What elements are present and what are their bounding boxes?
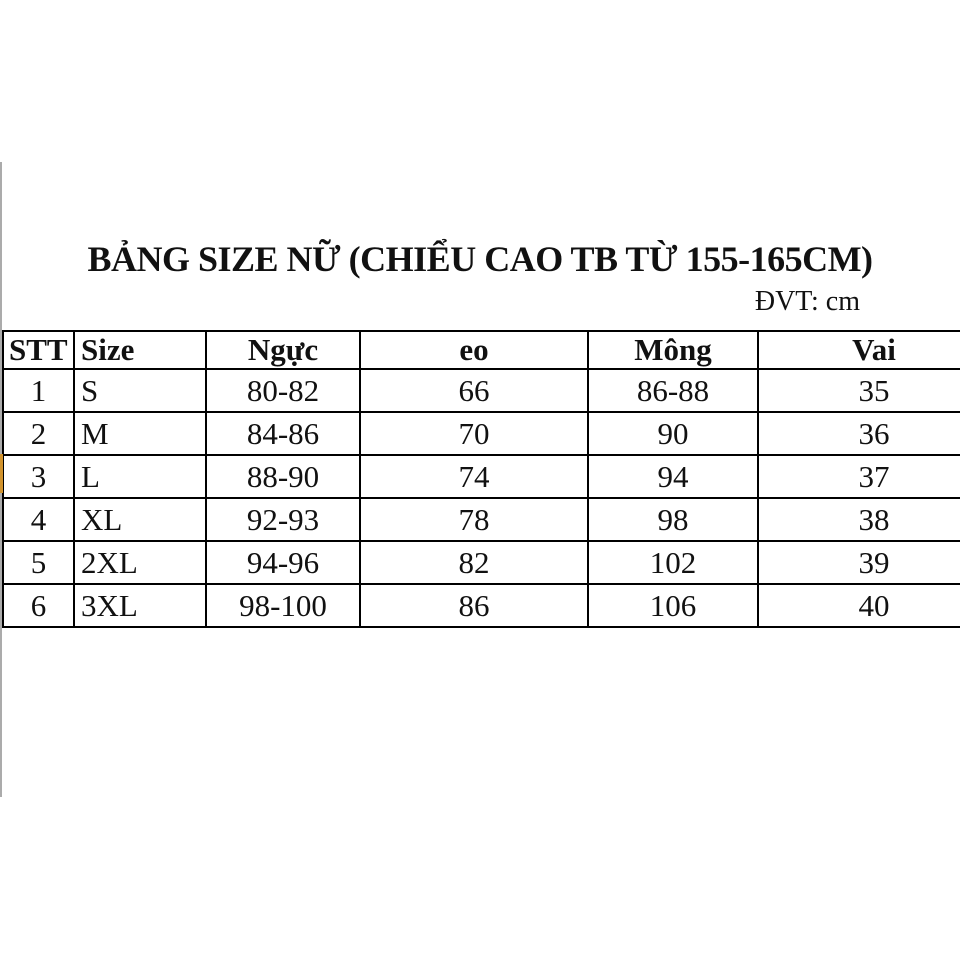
cell-nguc: 98-100: [206, 584, 360, 627]
cell-vai: 39: [758, 541, 960, 584]
cell-stt: 3: [3, 455, 74, 498]
column-header-stt: STT: [3, 331, 74, 369]
cell-vai: 35: [758, 369, 960, 412]
cell-vai: 36: [758, 412, 960, 455]
table-row: [3, 541, 960, 584]
column-header-eo: eo: [360, 331, 588, 369]
cell-stt: 4: [3, 498, 74, 541]
cell-eo: 70: [360, 412, 588, 455]
cell-mong: 86-88: [588, 369, 758, 412]
cell-nguc: 92-93: [206, 498, 360, 541]
column-header-nguc: Ngực: [206, 331, 360, 369]
size-table-body: [3, 369, 960, 627]
cell-size: 3XL: [74, 584, 206, 627]
cell-size: S: [74, 369, 206, 412]
cell-eo: 78: [360, 498, 588, 541]
cell-vai: 38: [758, 498, 960, 541]
cell-eo: 74: [360, 455, 588, 498]
table-row: [3, 498, 960, 541]
header-row: [3, 331, 960, 369]
cell-size: L: [74, 455, 206, 498]
table-row: [3, 455, 960, 498]
cell-stt: 6: [3, 584, 74, 627]
cell-nguc: 84-86: [206, 412, 360, 455]
table-row: [3, 584, 960, 627]
size-table: [2, 330, 960, 628]
cell-size: M: [74, 412, 206, 455]
cell-eo: 66: [360, 369, 588, 412]
row3-highlight-marker: [0, 454, 3, 493]
size-table-head: [3, 331, 960, 369]
page-title: BẢNG SIZE NỮ (CHIỂU CAO TB TỪ 155-165CM): [87, 239, 873, 279]
cell-mong: 106: [588, 584, 758, 627]
cell-eo: 82: [360, 541, 588, 584]
cell-mong: 102: [588, 541, 758, 584]
column-header-mong: Mông: [588, 331, 758, 369]
cell-size: 2XL: [74, 541, 206, 584]
column-header-vai: Vai: [758, 331, 960, 369]
cell-vai: 40: [758, 584, 960, 627]
cell-size: XL: [74, 498, 206, 541]
cell-mong: 94: [588, 455, 758, 498]
cell-mong: 90: [588, 412, 758, 455]
cell-mong: 98: [588, 498, 758, 541]
cell-vai: 37: [758, 455, 960, 498]
cell-stt: 2: [3, 412, 74, 455]
cell-nguc: 80-82: [206, 369, 360, 412]
unit-label: ĐVT: cm: [754, 286, 860, 317]
cell-stt: 1: [3, 369, 74, 412]
cell-nguc: 94-96: [206, 541, 360, 584]
column-header-size: Size: [74, 331, 206, 369]
cell-stt: 5: [3, 541, 74, 584]
table-row: [3, 412, 960, 455]
cell-eo: 86: [360, 584, 588, 627]
table-row: [3, 369, 960, 412]
cell-nguc: 88-90: [206, 455, 360, 498]
